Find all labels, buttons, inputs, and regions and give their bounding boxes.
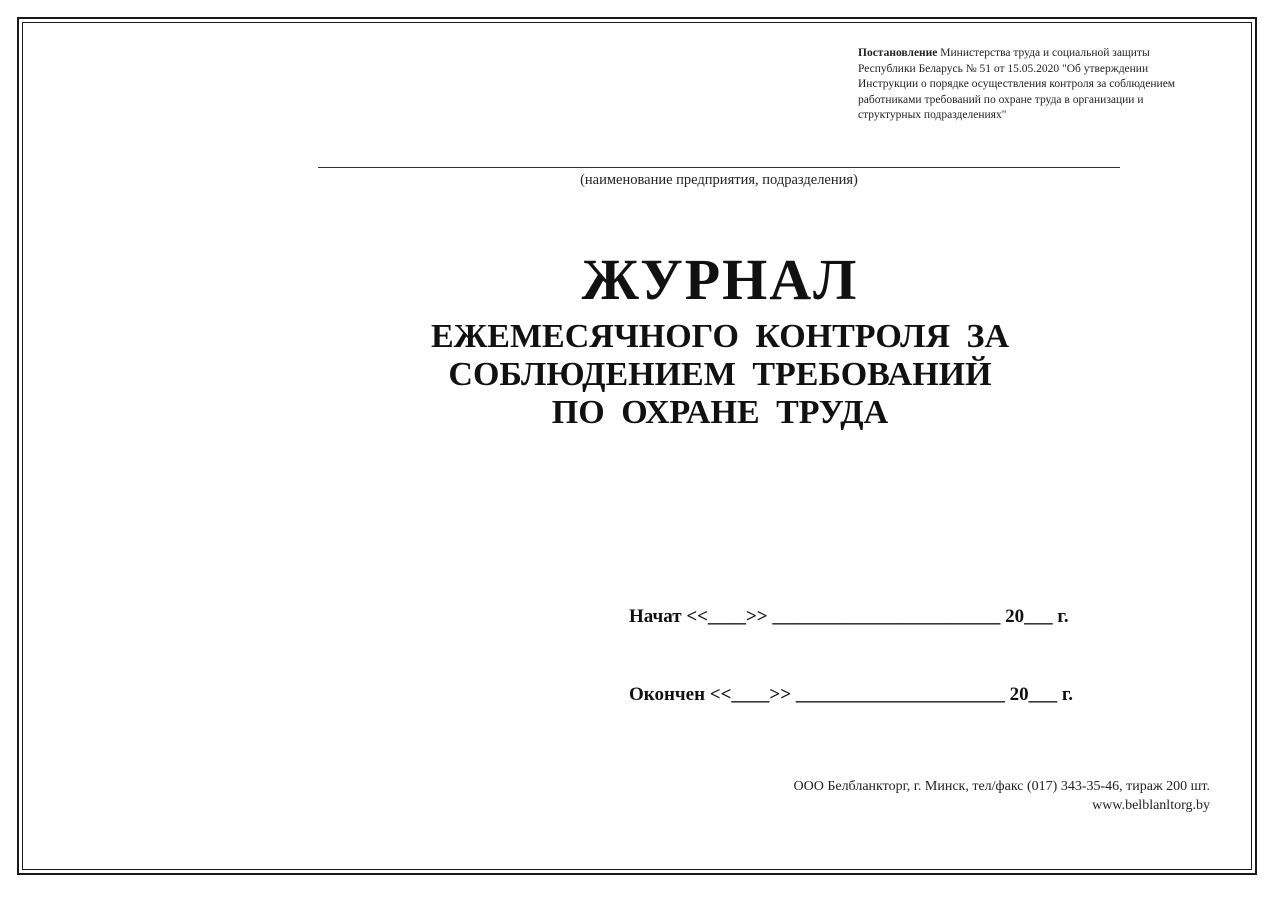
subtitle-line-1: ЕЖЕМЕСЯЧНОГО КОНТРОЛЯ ЗА [430,318,1009,355]
organization-name-line [318,167,1120,168]
publisher-info [650,777,1210,815]
publisher-line-1: ООО Белбланкторг, г. Минск, тел/факс (017) 343-35-46, тираж 200 шт. [793,779,1210,794]
decree-line-1 [858,46,1218,62]
decree-line-3: Инструкции о порядке осуществления контроля за соблюдением [858,78,1176,90]
publisher-website: www.belblanltorg.by [1092,798,1210,813]
journal-title: ЖУРНАЛ [581,247,859,312]
decree-line-5: структурных подразделениях" [858,109,1007,121]
decree-line-4: работниками требований по охране труда в организации и [858,93,1144,106]
inner-border-frame [22,22,1252,870]
subtitle-line-2: СОБЛЮДЕНИЕМ ТРЕБОВАНИЙ [448,356,992,393]
decree-reference [858,46,1218,124]
subtitle-line-3: ПО ОХРАНЕ ТРУДА [551,394,889,431]
date-started-line: Начат <<____>> ________________________ 20___ г. [629,606,1069,627]
decree-line-2: Республики Беларусь № 51 от 15.05.2020 "Об утверждении [858,62,1149,75]
journal-subtitle [320,318,1120,432]
organization-caption: (наименование предприятия, подразделения) [580,172,858,188]
decree-line-1-text: Министерства труда и социальной защиты [937,47,1150,59]
decree-bold-word: Постановление [858,47,938,59]
date-finished-line: Окончен <<____>> ______________________ 20___ г. [629,684,1074,705]
